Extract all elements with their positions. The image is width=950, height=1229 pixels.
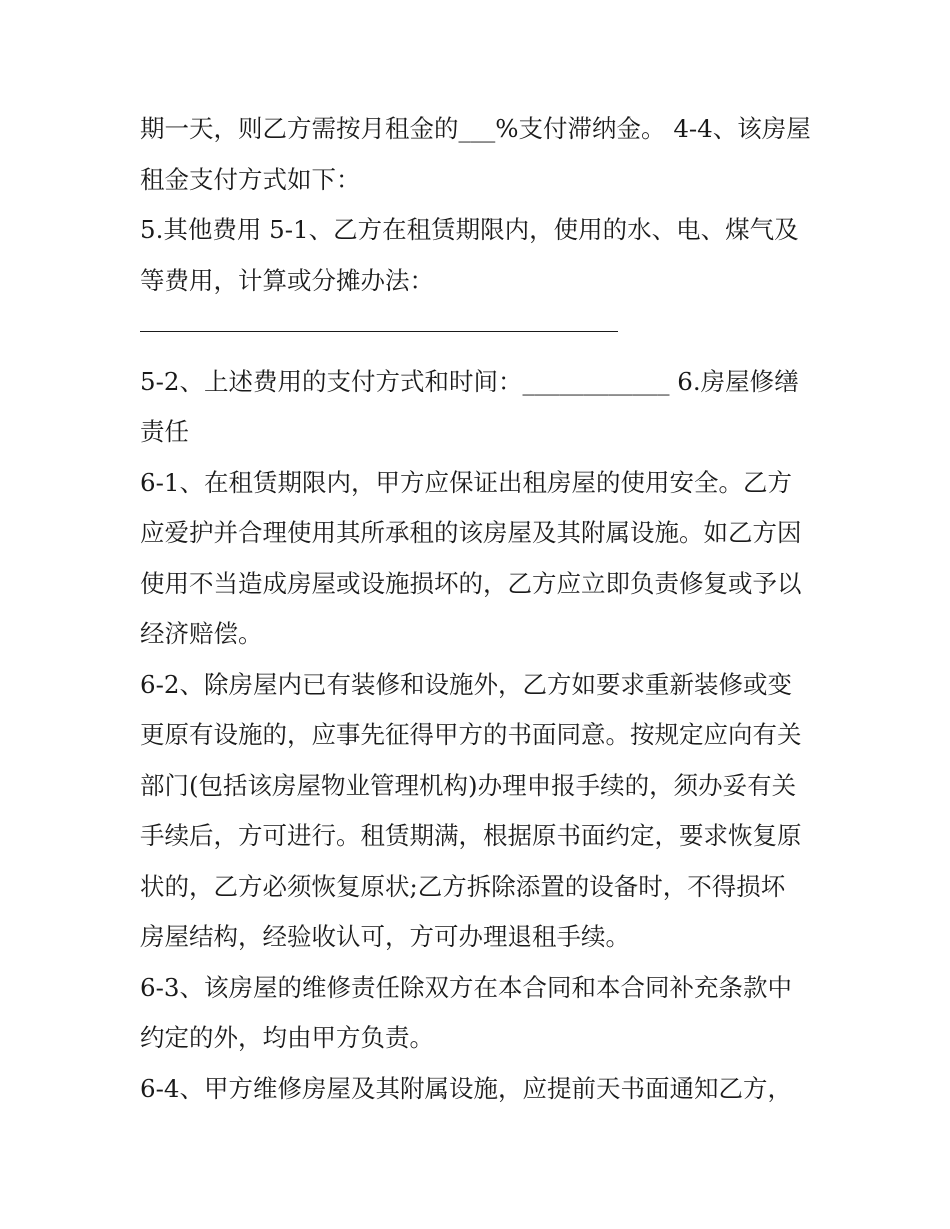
contract-text <box>140 104 820 1114</box>
text-line: 等费用，计算或分摊办法： <box>140 265 434 295</box>
text-line: 经济赔偿。 <box>140 619 263 648</box>
text-line: 手续后，方可进行。租赁期满，根据原书面约定，要求恢复原 <box>140 821 802 850</box>
text-line: 租金支付方式如下： <box>140 164 361 194</box>
text-line: 5.其他费用 5-1、乙方在租赁期限内，使用的水、电、煤气及 <box>140 215 799 244</box>
text-line: 应爱护并合理使用其所承租的该房屋及其附属设施。如乙方因 <box>140 518 802 547</box>
text-line: 责任 <box>140 417 189 446</box>
text-line: 期一天，则乙方需按月租金的___%支付滞纳金。 4-4、该房屋 <box>140 114 811 143</box>
fill-in-blank-rule <box>140 331 618 332</box>
text-line: 使用不当造成房屋或设施损坏的，乙方应立即负责修复或予以 <box>140 568 802 598</box>
text-line: 6-1、在租赁期限内，甲方应保证出租房屋的使用安全。乙方 <box>140 467 792 497</box>
text-line: 6-4、甲方维修房屋及其附属设施，应提前天书面通知乙方， <box>140 1073 792 1103</box>
text-line: 6-3、该房屋的维修责任除双方在本合同和本合同补充条款中 <box>140 972 792 1002</box>
text-line: 状的，乙方必须恢复原状;乙方拆除添置的设备时，不得损坏 <box>140 871 786 901</box>
text-line: 房屋结构，经验收认可，方可办理退租手续。 <box>140 922 630 951</box>
text-line: 5-2、上述费用的支付方式和时间：____________ 6.房屋修缮 <box>140 366 799 396</box>
text-line: 约定的外，均由甲方负责。 <box>140 1023 434 1052</box>
text-line: 更原有设施的，应事先征得甲方的书面同意。按规定应向有关 <box>140 720 802 749</box>
text-line: 部门(包括该房屋物业管理机构)办理申报手续的，须办妥有关 <box>140 770 797 800</box>
text-line: 6-2、除房屋内已有装修和设施外，乙方如要求重新装修或变 <box>140 669 792 699</box>
